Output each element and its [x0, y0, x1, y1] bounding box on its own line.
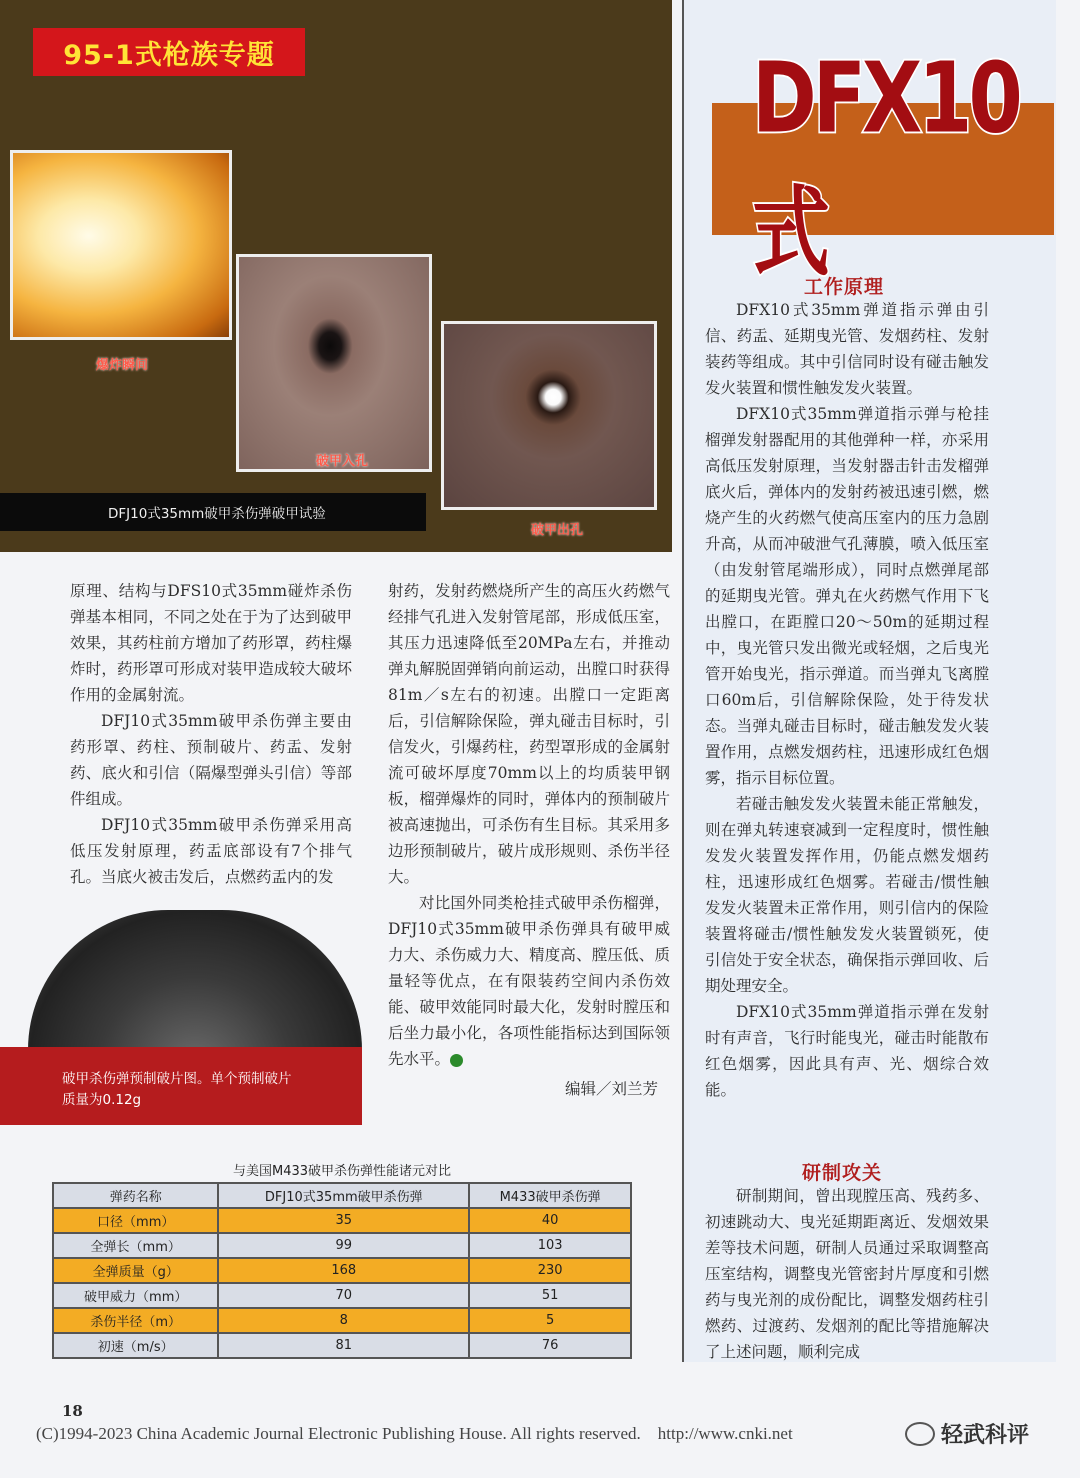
wechat-icon — [905, 1422, 935, 1446]
table-row: 口径（mm） 35 40 — [53, 1208, 631, 1233]
caption-bar: DFJ10式35mm破甲杀伤弹破甲试验 — [0, 493, 426, 531]
explosion-photo — [10, 150, 232, 340]
table-title: 与美国M433破甲杀伤弹性能诸元对比 — [232, 1164, 452, 1179]
photo-caption: 破甲入孔 — [316, 454, 369, 469]
paragraph: 对比国外同类枪挂式破甲杀伤榴弹，DFJ10式35mm破甲杀伤弹具有破甲威力大、杀伤威力大、精度高、膛压低、质量轻等优点，在有限装药空间内杀伤效能、破甲效能同时最大化，发射时膛压和后坐力最小化，各项性能指标达到国际领先水平。 — [388, 894, 670, 1068]
heading-development: 研制攻关 — [802, 1162, 883, 1184]
photo-caption: 爆炸瞬间 — [96, 358, 149, 373]
comparison-table — [52, 1182, 632, 1359]
heading-principle: 工作原理 — [804, 276, 885, 298]
paragraph: DFX10式35mm弹道指示弹由引信、药盂、延期曳光管、发烟药柱、发射装药等组成。其中引信同时设有碰击触发发火装置和惯性触发发火装置。 — [705, 301, 989, 397]
column-divider — [682, 0, 684, 1362]
middle-column-text — [388, 578, 670, 1078]
table-row: 全弹长（mm） 99 103 — [53, 1233, 631, 1258]
table-row: 全弹质量（g） 168 230 — [53, 1258, 631, 1283]
right-column-text — [705, 297, 989, 1133]
table-header-row: 弹药名称 DFJ10式35mm破甲杀伤弹 M433破甲杀伤弹 — [53, 1183, 631, 1208]
fragment-caption: 破甲杀伤弹预制破片图。单个预制破片质量为0.12g — [0, 1047, 362, 1125]
paragraph: DFX10式35mm弹道指示弹在发射时有声音，飞行时能曳光，碰击时能散布红色烟雾，因此具有声、光、烟综合效能。 — [705, 1003, 989, 1099]
paragraph: 研制期间，曾出现膛压高、残药多、初速跳动大、曳光延期距离近、发烟效果差等技术问题，研制人员通过采取调整高压室结构，调整曳光管密封片厚度和引燃药与曳光剂的成份配比，调整发烟药柱引燃药、过渡药、发烟剂的配比等措施解决了上述问题，顺利完成 — [705, 1187, 989, 1361]
paragraph: DFJ10式35mm破甲杀伤弹主要由药形罩、药柱、预制破片、药盂、发射药、底火和引信（隔爆型弹头引信）等部件组成。 — [70, 712, 352, 808]
paragraph: 射药，发射药燃烧所产生的高压火药燃气经排气孔进入发射管尾部，形成低压室，其压力迅速降低至20MPa左右，并推动弹丸解脱固弹销向前运动，出膛口时获得81m／s左右的初速。出膛口一定距离后，引信解除保险，弹丸碰击目标时，引信发火，引爆药柱，药型罩形成的金属射流可破坏厚度70mm以上的均质装甲钢板，榴弹爆炸的同时，弹体内的预制破片被高速抛出，可杀伤有生目标。其采用多边形预制破片，破片成形规则、杀伤半径大。 — [388, 582, 670, 886]
left-column-text — [70, 578, 352, 896]
fragment-photo — [28, 910, 362, 1050]
paragraph: 若碰击触发发火装置未能正常触发，则在弹丸转速衰减到一定程度时，惯性触发发火装置发挥作用，仍能点燃发烟药柱，迅速形成红色烟雾。若碰击/惯性触发发火装置未正常作用，则引信内的保险装置将碰击/惯性触发发火装置锁死，使引信处于安全状态，确保指示弹回收、后期处理安全。 — [705, 795, 989, 995]
watermark: 轻武科评 — [905, 1418, 1029, 1449]
table-row: 杀伤半径（m） 8 5 — [53, 1308, 631, 1333]
end-mark-icon — [450, 1054, 463, 1067]
table-row: 破甲威力（mm） 70 51 — [53, 1283, 631, 1308]
paragraph: DFX10式35mm弹道指示弹与枪挂榴弹发射器配用的其他弹种一样，亦采用高低压发射原理，当发射器击针击发榴弹底火后，弹体内的发射药被迅速引燃，燃烧产生的火药燃气使高压室内的压力急剧升高，从而冲破泄气孔薄膜，喷入低压室（由发射管尾端形成），同时点燃弹尾部的延期曳光管。弹丸在火药燃气作用下飞出膛口，在距膛口20～50m的延期过程中，曳光管只发出微光或轻烟，之后曳光管开始曳光，指示弹道。而当弹丸飞离膛口60m后，引信解除保险，处于待发状态。当弹丸碰击目标时，碰击触发发火装置作用，点燃发烟药柱，迅速形成红色烟雾，指示目标位置。 — [705, 405, 989, 787]
exit-hole-photo — [441, 321, 657, 510]
copyright-footer: (C)1994-2023 China Academic Journal Electronic Publishing House. All rights reserved. http://www.cnki.net — [36, 1424, 793, 1443]
paragraph: 原理、结构与DFS10式35mm碰炸杀伤弹基本相同，不同之处在于为了达到破甲效果，其药柱前方增加了药形罩，药柱爆炸时，药形罩可形成对装甲造成较大破坏作用的金属射流。 — [70, 582, 352, 704]
right-column-text-2 — [705, 1183, 989, 1363]
paragraph: DFJ10式35mm破甲杀伤弹采用高低压发射原理，药盂底部设有7个排气孔。当底火被击发后，点燃药盂内的发 — [70, 816, 352, 886]
article-title: DFX10式 — [752, 42, 1019, 291]
series-title: 95-1式枪族专题 — [33, 28, 305, 76]
photo-caption: 破甲出孔 — [531, 523, 584, 538]
editor-credit: 编辑／刘兰芳 — [565, 1080, 659, 1098]
page-number: 18 — [62, 1402, 83, 1420]
entry-hole-photo — [236, 254, 432, 472]
table-row: 初速（m/s） 81 76 — [53, 1333, 631, 1358]
